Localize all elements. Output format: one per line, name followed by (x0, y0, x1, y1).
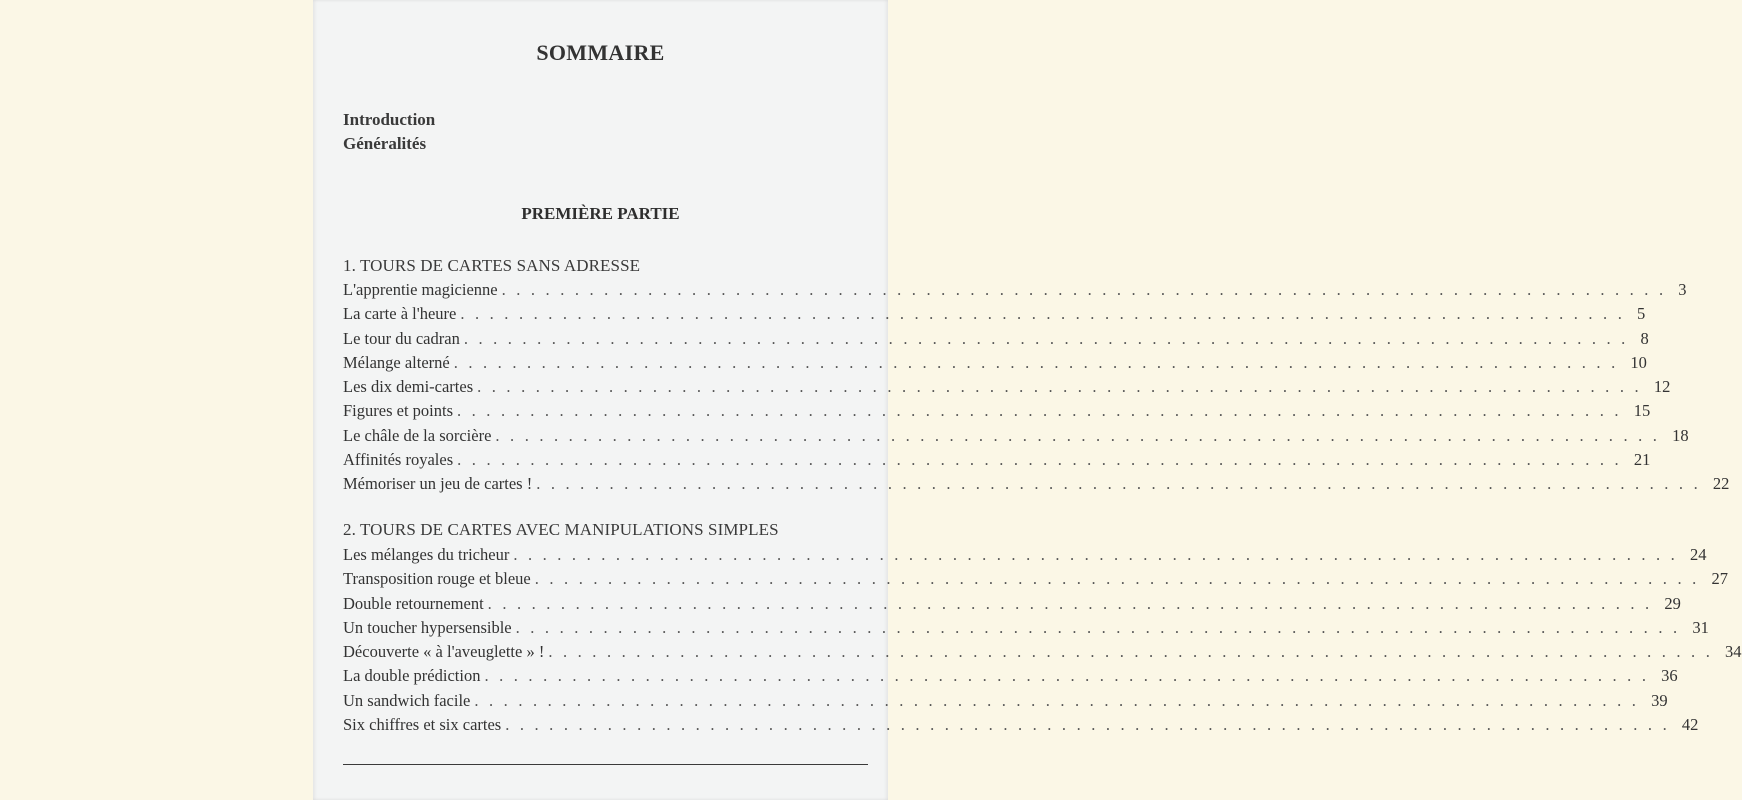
book-page (313, 0, 1742, 800)
toc-entry-label: Figures et points (343, 401, 453, 421)
toc-entry-page-number: 18 (1672, 425, 1689, 445)
toc-entry (343, 666, 1678, 690)
dot-leader: . . . . . . . . . . . . . . . . . . . . . . . . . . . . . . . . . . . . . . . . . . . . . . . . . . . . . . . . . . . . . . . . . . . . . . . . . . . . . . . . (513, 545, 1679, 564)
dot-leader: . . . . . . . . . . . . . . . . . . . . . . . . . . . . . . . . . . . . . . . . . . . . . . . . . . . . . . . . . . . . . . . . . . . . . . . . . . . . . . . . (460, 304, 1626, 324)
front-matter-generalites: Généralités (343, 134, 427, 153)
toc-entry (343, 545, 1707, 569)
dot-leader: . . . . . . . . . . . . . . . . . . . . . . . . . . . . . . . . . . . . . . . . . . . . . . . . . . . . . . . . . . . . . . . . . . . . . . . . . . . . . . . . (487, 593, 1653, 613)
toc-entry (343, 714, 1699, 739)
dot-leader: . . . . . . . . . . . . . . . . . . . . . . . . . . . . . . . . . . . . . . . . . . . . . . . . . . . . . . . . . . . . . . . . . . . . . . . . . . . . . . . . (501, 280, 1667, 299)
toc-entry-page-number: 21 (1633, 449, 1651, 469)
toc-entry-label: La double prédiction (343, 666, 481, 686)
toc-entry-page-number: 5 (1637, 304, 1646, 324)
chapter-1-heading: 1. TOURS DE CARTES SANS ADRESSE (343, 256, 641, 275)
toc-entry (343, 617, 1709, 642)
toc-entry-page-number: 8 (1640, 328, 1649, 348)
toc-entry (343, 569, 1728, 593)
dot-leader: . . . . . . . . . . . . . . . . . . . . . . . . . . . . . . . . . . . . . . . . . . . . . . . . . . . . . . . . . . . . . . . . . . . . . . . . . . . . . . . . (534, 569, 1700, 589)
toc-entry-label: Transposition rouge et bleue (343, 569, 531, 589)
toc-entry-label: Le châle de la sorcière (343, 425, 492, 445)
dot-leader: . . . . . . . . . . . . . . . . . . . . . . . . . . . . . . . . . . . . . . . . . . . . . . . . . . . . . . . . . . . . . . . . . . . . . . . . . . . . . . . . (477, 377, 1642, 396)
toc-entry-label: Mémoriser un jeu de cartes ! (343, 474, 533, 493)
dot-leader: . . . . . . . . . . . . . . . . . . . . . . . . . . . . . . . . . . . . . . . . . . . . . . . . . . . . . . . . . . . . . . . . . . . . . . . . . . . . . . . . (484, 666, 1650, 686)
dot-leader: . . . . . . . . . . . . . . . . . . . . . . . . . . . . . . . . . . . . . . . . . . . . . . . . . . . . . . . . . . . . . . . . . . . . . . . . . . . . . . . . (505, 714, 1670, 734)
toc-entry (343, 401, 1651, 425)
toc-entry-page-number: 34 (1725, 642, 1742, 661)
toc-entry-page-number: 10 (1630, 352, 1647, 372)
toc-entry (343, 474, 1730, 498)
dot-leader: . . . . . . . . . . . . . . . . . . . . . . . . . . . . . . . . . . . . . . . . . . . . . . . . . . . . . . . . . . . . . . . . . . . . . . . . . . . . . . . . (457, 401, 1622, 421)
page-title: SOMMAIRE (536, 40, 665, 65)
toc-entry-label: Les dix demi-cartes (343, 377, 474, 396)
toc-entry-label: Double retournement (343, 593, 484, 613)
chapter-2-heading: 2. TOURS DE CARTES AVEC MANIPULATIONS SIMPLES (343, 520, 779, 539)
toc-entry-page-number: 31 (1692, 617, 1709, 637)
toc-entry-page-number: 36 (1661, 666, 1678, 686)
chapter-1-entries (343, 280, 1730, 498)
toc-entry-page-number: 22 (1712, 474, 1730, 493)
dot-leader: . . . . . . . . . . . . . . . . . . . . . . . . . . . . . . . . . . . . . . . . . . . . . . . . . . . . . . . . . . . . . . . . . . . . . . . . . . . . . . . . (548, 642, 1714, 661)
toc-entry-page-number: 24 (1690, 545, 1707, 564)
toc-entry-page-number: 15 (1633, 401, 1651, 421)
toc-entry-page-number: 42 (1681, 714, 1699, 734)
toc-entry (343, 425, 1689, 450)
toc-entry-label: Six chiffres et six cartes (343, 714, 502, 734)
toc-entry (343, 593, 1681, 618)
toc-entry (343, 377, 1671, 401)
dot-leader: . . . . . . . . . . . . . . . . . . . . . . . . . . . . . . . . . . . . . . . . . . . . . . . . . . . . . . . . . . . . . . . . . . . . . . . . . . . . . . . . (453, 352, 1619, 372)
toc-entry-label: Mélange alterné (343, 352, 450, 372)
bottom-rule (343, 764, 868, 765)
toc-entry-page-number: 3 (1678, 280, 1687, 299)
part-title: PREMIÈRE PARTIE (521, 204, 680, 223)
toc-entry-label: Les mélanges du tricheur (343, 545, 510, 564)
front-matter-introduction: Introduction (343, 110, 436, 129)
toc-entry-label: Un sandwich facile (343, 690, 471, 710)
toc-entry-label: La carte à l'heure (343, 304, 457, 324)
toc-entry (343, 449, 1651, 474)
toc-entry (343, 352, 1647, 377)
toc-entry-label: Le tour du cadran (343, 328, 460, 348)
dot-leader: . . . . . . . . . . . . . . . . . . . . . . . . . . . . . . . . . . . . . . . . . . . . . . . . . . . . . . . . . . . . . . . . . . . . . . . . . . . . . . . . (463, 328, 1629, 348)
toc-entry (343, 328, 1649, 353)
dot-leader: . . . . . . . . . . . . . . . . . . . . . . . . . . . . . . . . . . . . . . . . . . . . . . . . . . . . . . . . . . . . . . . . . . . . . . . . . . . . . . . . (515, 617, 1681, 637)
toc-entry-label: Découverte « à l'aveuglette » ! (343, 642, 545, 661)
toc-entry (343, 304, 1646, 328)
dot-leader: . . . . . . . . . . . . . . . . . . . . . . . . . . . . . . . . . . . . . . . . . . . . . . . . . . . . . . . . . . . . . . . . . . . . . . . . . . . . . . . . (495, 425, 1661, 445)
toc-entry-page-number: 29 (1664, 593, 1681, 613)
toc-entry-page-number: 39 (1651, 690, 1668, 710)
toc-entry-label: Un toucher hypersensible (343, 617, 512, 637)
toc-entry (343, 690, 1668, 715)
toc-entry-page-number: 12 (1653, 377, 1671, 396)
toc-entry (343, 280, 1687, 304)
toc-entry-label: L'apprentie magicienne (343, 280, 498, 299)
dot-leader: . . . . . . . . . . . . . . . . . . . . . . . . . . . . . . . . . . . . . . . . . . . . . . . . . . . . . . . . . . . . . . . . . . . . . . . . . . . . . . . . (536, 474, 1701, 493)
dot-leader: . . . . . . . . . . . . . . . . . . . . . . . . . . . . . . . . . . . . . . . . . . . . . . . . . . . . . . . . . . . . . . . . . . . . . . . . . . . . . . . . (457, 449, 1622, 469)
chapter-2-entries (343, 545, 1742, 739)
toc-entry-label: Affinités royales (343, 449, 454, 469)
toc-entry (343, 642, 1742, 666)
toc-entry-page-number: 27 (1711, 569, 1728, 589)
dot-leader: . . . . . . . . . . . . . . . . . . . . . . . . . . . . . . . . . . . . . . . . . . . . . . . . . . . . . . . . . . . . . . . . . . . . . . . . . . . . . . . . (474, 690, 1640, 710)
